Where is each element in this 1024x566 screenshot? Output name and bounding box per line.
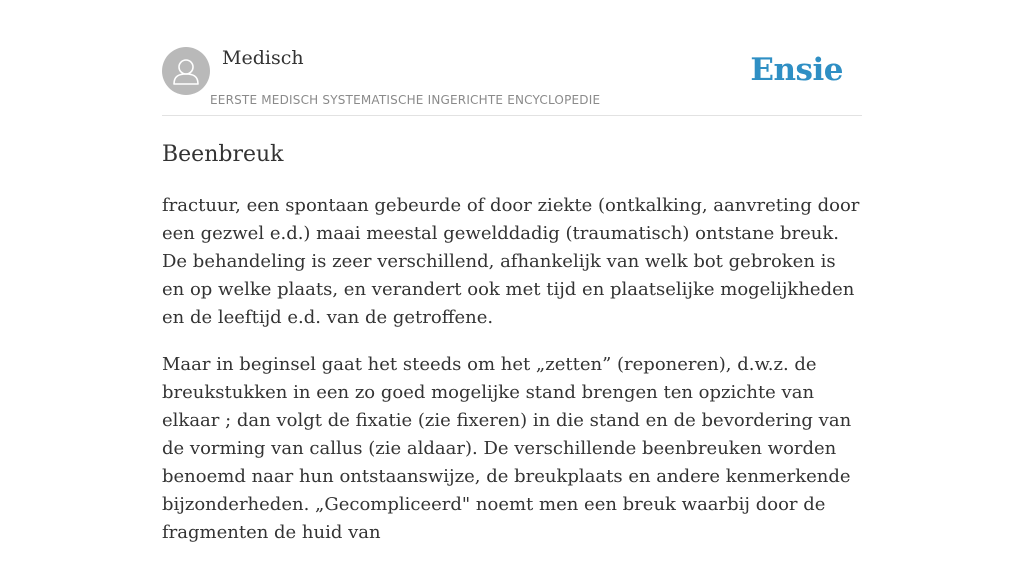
user-icon xyxy=(162,47,210,95)
article-body xyxy=(162,192,862,566)
avatar[interactable] xyxy=(162,47,210,95)
article-paragraph: fractuur, een spontaan gebeurde of door ziekte (ontkalking, aanvreting door een gezwel e.d.) maai meestal gewelddadig (traumatisch) ontstane breuk. De behandeling is zeer verschillend, afhankelijk van welk bot gebroken is en op welke plaats, en verandert ook met tijd en plaatselijke mogelijkheden en de leeftijd e.d. van de getroffene. xyxy=(162,195,860,328)
article-paragraph: Maar in beginsel gaat het steeds om het „zetten” (reponeren), d.w.z. de breukstukken in een zo goed mogelijke stand brengen ten opzichte van elkaar ; dan volgt de fixatie (zie fixeren) in die stand en de bevordering van de vorming van callus (zie aldaar). De verschillende beenbreuken worden benoemd naar hun ontstaanswijze, de breukplaats en andere kenmerkende bijzonderheden. „Gecompliceerd" noemt men een breuk waarbij door de fragmenten de huid van xyxy=(162,354,852,543)
page-title: Beenbreuk xyxy=(162,142,284,167)
author-name[interactable]: Medisch xyxy=(222,47,304,69)
article-container xyxy=(162,0,862,543)
site-header xyxy=(162,0,862,116)
source-subtitle[interactable]: EERSTE MEDISCH SYSTEMATISCHE INGERICHTE ENCYCLOPEDIE xyxy=(210,93,601,107)
site-logo[interactable]: Ensie xyxy=(750,52,843,88)
